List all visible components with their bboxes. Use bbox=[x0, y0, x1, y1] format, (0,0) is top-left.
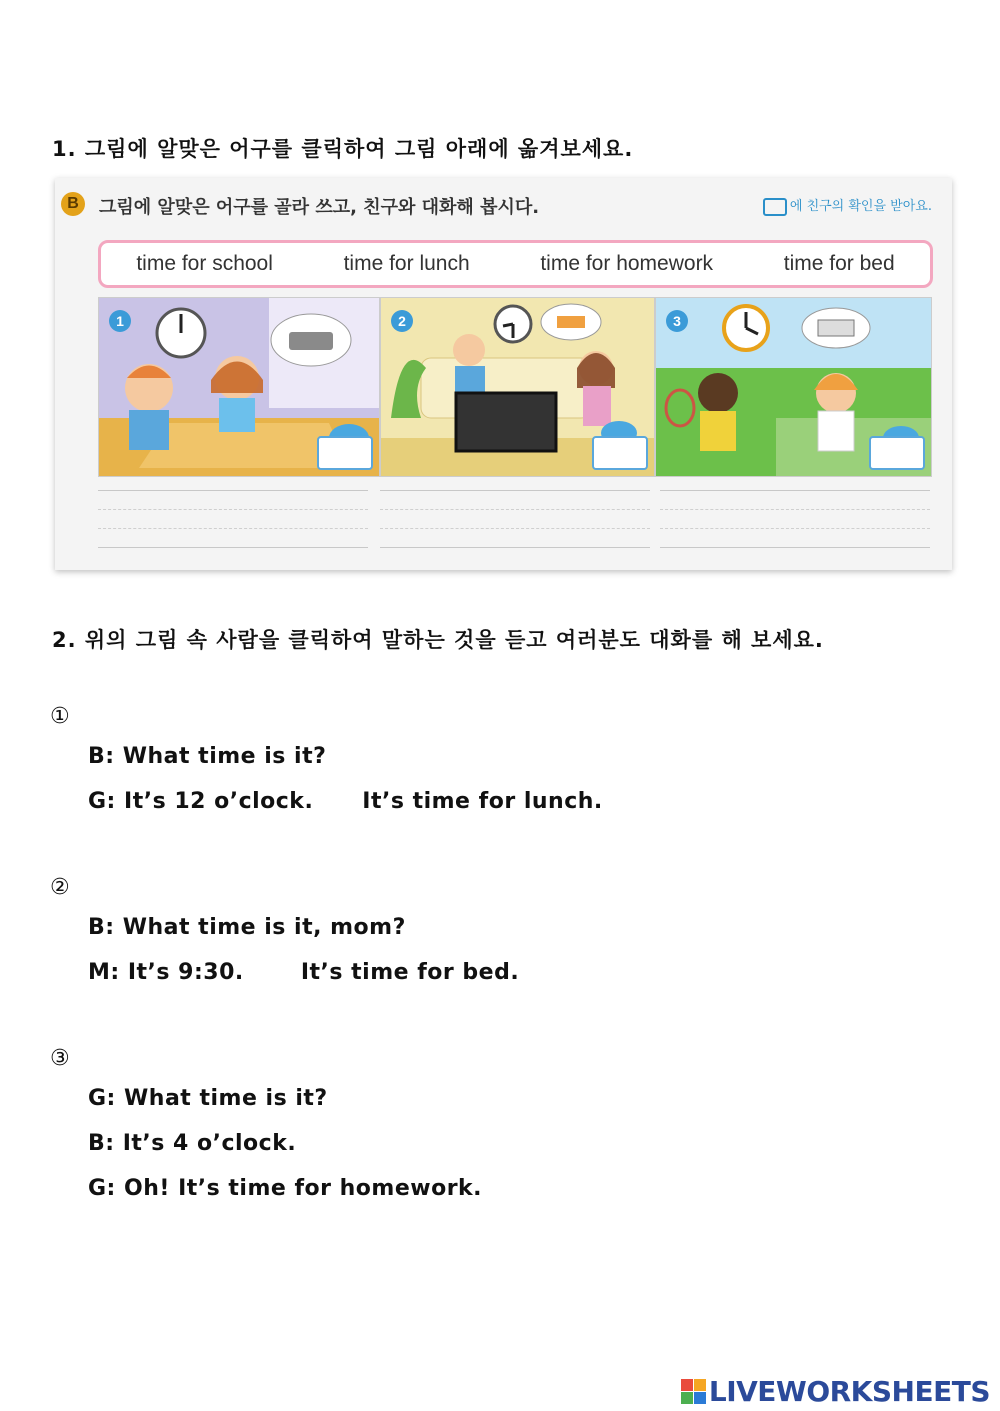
writing-lines-3 bbox=[660, 490, 930, 566]
dialogue-2-number: ② bbox=[50, 875, 70, 900]
confirm-note bbox=[763, 195, 932, 216]
answer-box-3[interactable] bbox=[869, 436, 925, 470]
liveworksheets-logo bbox=[681, 1375, 990, 1408]
panel-instruction: 그림에 알맞은 어구를 골라 쓰고, 친구와 대화해 봅시다. bbox=[99, 197, 540, 218]
phrase-time-for-lunch[interactable]: time for lunch bbox=[343, 252, 470, 275]
picture-number-1: 1 bbox=[109, 310, 131, 332]
logo-text: LIVEWORKSHEETS bbox=[708, 1375, 990, 1408]
answer-box-1[interactable] bbox=[317, 436, 373, 470]
question-2-title: 2. 위의 그림 속 사람을 클릭하여 말하는 것을 듣고 여러분도 대화를 해 보세요. bbox=[52, 628, 824, 652]
dialogue-3-line-3: G: Oh! It’s time for homework. bbox=[88, 1176, 483, 1201]
question-1-title: 1. 그림에 알맞은 어구를 클릭하여 그림 아래에 옮겨보세요. bbox=[52, 137, 634, 161]
stamp-icon bbox=[763, 198, 787, 216]
textbook-panel bbox=[55, 178, 952, 570]
writing-lines-2 bbox=[380, 490, 650, 566]
picture-1-classroom bbox=[98, 297, 380, 477]
dialogue-1-line-1: B: What time is it? bbox=[88, 744, 327, 769]
phrase-time-for-bed[interactable]: time for bed bbox=[783, 252, 895, 275]
dialogue-2-line-2: M: It’s 9:30. It’s time for bed. bbox=[88, 960, 520, 985]
phrase-time-for-homework[interactable]: time for homework bbox=[540, 252, 714, 275]
phrase-bank bbox=[98, 240, 933, 288]
picture-2-living-room bbox=[380, 297, 655, 477]
confirm-text: 에 친구의 확인을 받아요. bbox=[789, 199, 932, 214]
boy-figure-2[interactable] bbox=[453, 334, 485, 366]
dialogue-2-line-1: B: What time is it, mom? bbox=[88, 915, 406, 940]
writing-lines-1 bbox=[98, 490, 368, 566]
dialogue-1-line-2: G: It’s 12 o’clock. It’s time for lunch. bbox=[88, 789, 603, 814]
tv-icon bbox=[456, 393, 556, 451]
dialogue-1-number: ① bbox=[50, 704, 70, 729]
section-b-badge: B bbox=[61, 192, 85, 216]
phrase-time-for-school[interactable]: time for school bbox=[136, 252, 273, 275]
dialogue-3-line-2: B: It’s 4 o’clock. bbox=[88, 1131, 297, 1156]
logo-mark-icon bbox=[681, 1379, 706, 1404]
dialogue-3-line-1: G: What time is it? bbox=[88, 1086, 328, 1111]
girl-figure-3[interactable] bbox=[698, 373, 738, 413]
picture-3-outdoors bbox=[655, 297, 932, 477]
picture-number-3: 3 bbox=[666, 310, 688, 332]
answer-box-2[interactable] bbox=[592, 436, 648, 470]
picture-number-2: 2 bbox=[391, 310, 413, 332]
dialogue-3-number: ③ bbox=[50, 1046, 70, 1071]
